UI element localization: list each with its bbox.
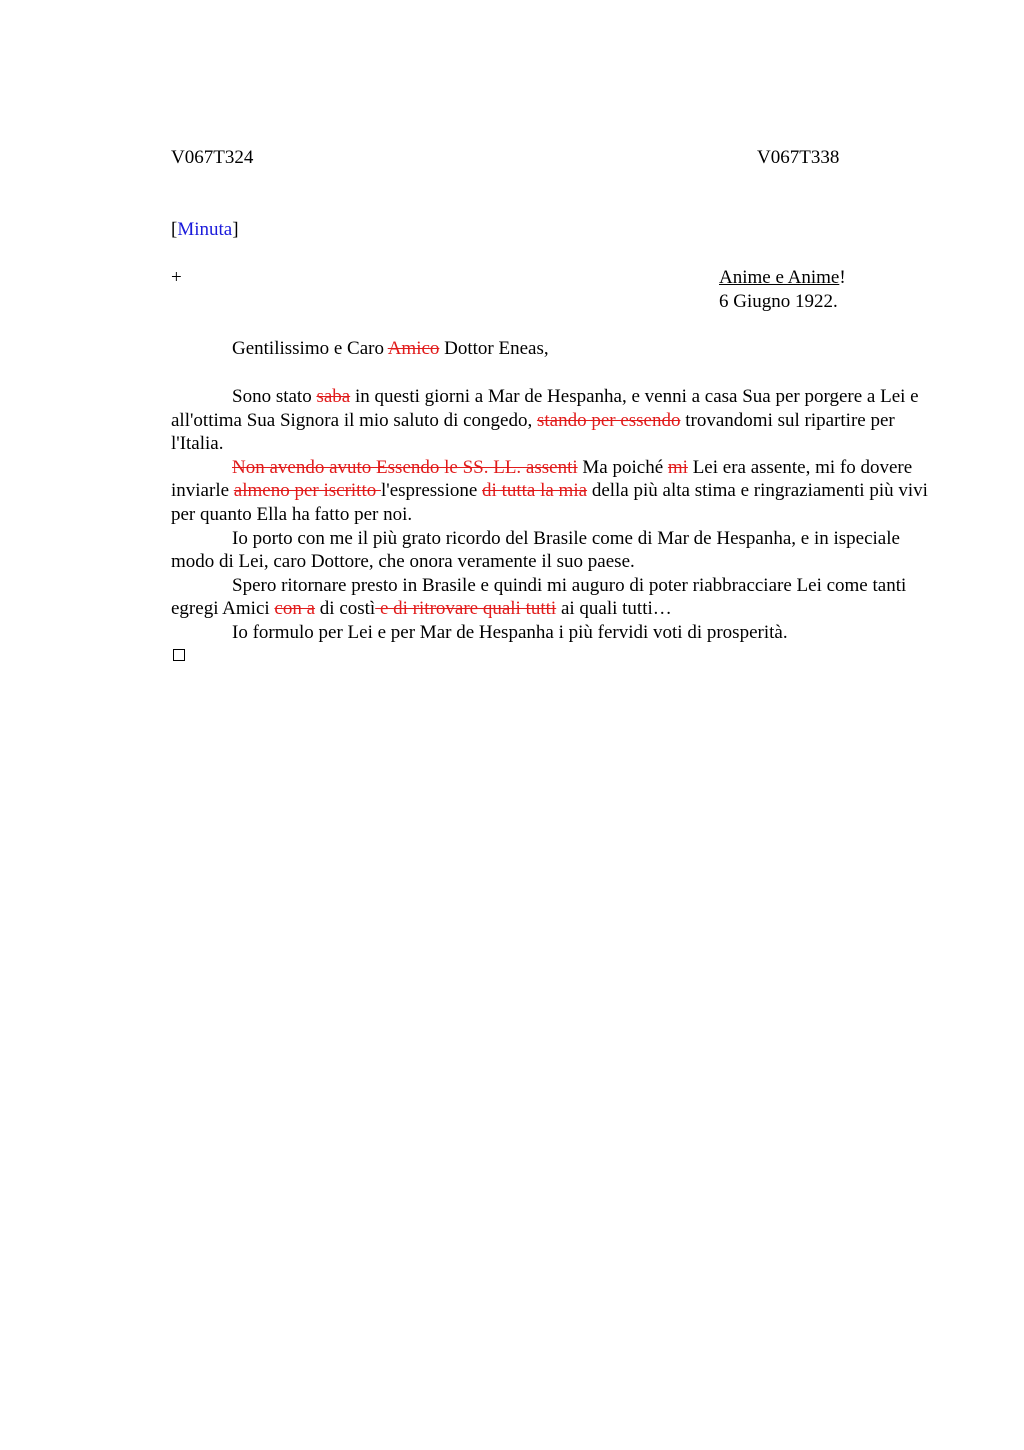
note-close-bracket: ] xyxy=(232,219,239,240)
note-open-bracket: [ xyxy=(171,219,178,240)
p2-deleted-3: almeno per iscritto xyxy=(233,480,381,502)
p2-text-4: della più alta stima e ringraziamenti più vivi per quanto Ella ha fatto per noi. xyxy=(171,480,928,525)
end-square-icon xyxy=(173,649,185,661)
note-label: Minuta xyxy=(177,219,233,240)
p2-text-3: l'espressione xyxy=(381,480,483,502)
motto-line xyxy=(719,266,846,290)
archive-code-right: V067T338 xyxy=(757,147,840,168)
p2-deleted-2: mi xyxy=(667,456,688,478)
p4-deleted-1: con a xyxy=(274,598,316,620)
salutation-text-2: Dottor Eneas, xyxy=(439,338,549,359)
p4-text-1: Spero ritornare presto in Brasile e quindi mi auguro di poter riabbracciare Lei come tanti egregi Amici xyxy=(171,574,907,620)
motto-text: Anime e Anime xyxy=(719,267,840,288)
p2-deleted-1: Non avendo avuto Essendo le SS. LL. assenti xyxy=(232,456,578,478)
p4-deleted-2: e di ritrovare quali tutti xyxy=(375,598,557,620)
p4-text-2: di costì xyxy=(315,598,376,620)
p1-deleted-1: saba xyxy=(316,386,351,407)
p2-deleted-4: di tutta la mia xyxy=(482,480,588,502)
p4-text-3: ai quali tutti… xyxy=(556,598,672,620)
letter-date: 6 Giugno 1922. xyxy=(719,291,838,312)
archive-code-left: V067T324 xyxy=(171,147,254,168)
p3-text-1: Io porto con me il più grato ricordo del Brasile come di Mar de Hespanha, e in ispeciale modo di Lei, caro Dottore, che onora veramente il suo paese. xyxy=(171,527,900,573)
cross-mark: + xyxy=(171,267,182,288)
editorial-note xyxy=(171,218,239,242)
p1-text-2: in questi giorni a Mar de Hespanha, e venni a casa Sua per porgere a Lei e all'ottima Sua Signora il mio saluto di congedo, xyxy=(171,386,919,431)
p1-deleted-2: stando per essendo xyxy=(536,409,681,431)
paragraph-3 xyxy=(171,527,931,574)
p1-text-1: Sono stato xyxy=(232,386,317,407)
paragraph-4 xyxy=(171,574,931,621)
salutation-text-1: Gentilissimo e Caro xyxy=(232,338,388,359)
paragraph-2 xyxy=(171,456,931,527)
paragraph-1 xyxy=(171,385,931,456)
salutation xyxy=(232,337,549,361)
paragraph-5 xyxy=(171,621,931,645)
motto-punct: ! xyxy=(839,267,846,288)
p5-text-1: Io formulo per Lei e per Mar de Hespanha i più fervidi voti di prosperità. xyxy=(232,621,788,643)
p1-text-3: trovandomi sul ripartire per l'Italia. xyxy=(171,409,895,455)
p2-text-1: Ma poiché xyxy=(577,456,668,478)
p2-text-2: Lei era assente, mi fo dovere inviarle xyxy=(171,456,913,502)
salutation-deleted: Amico xyxy=(387,338,440,359)
letter-body xyxy=(171,385,931,645)
